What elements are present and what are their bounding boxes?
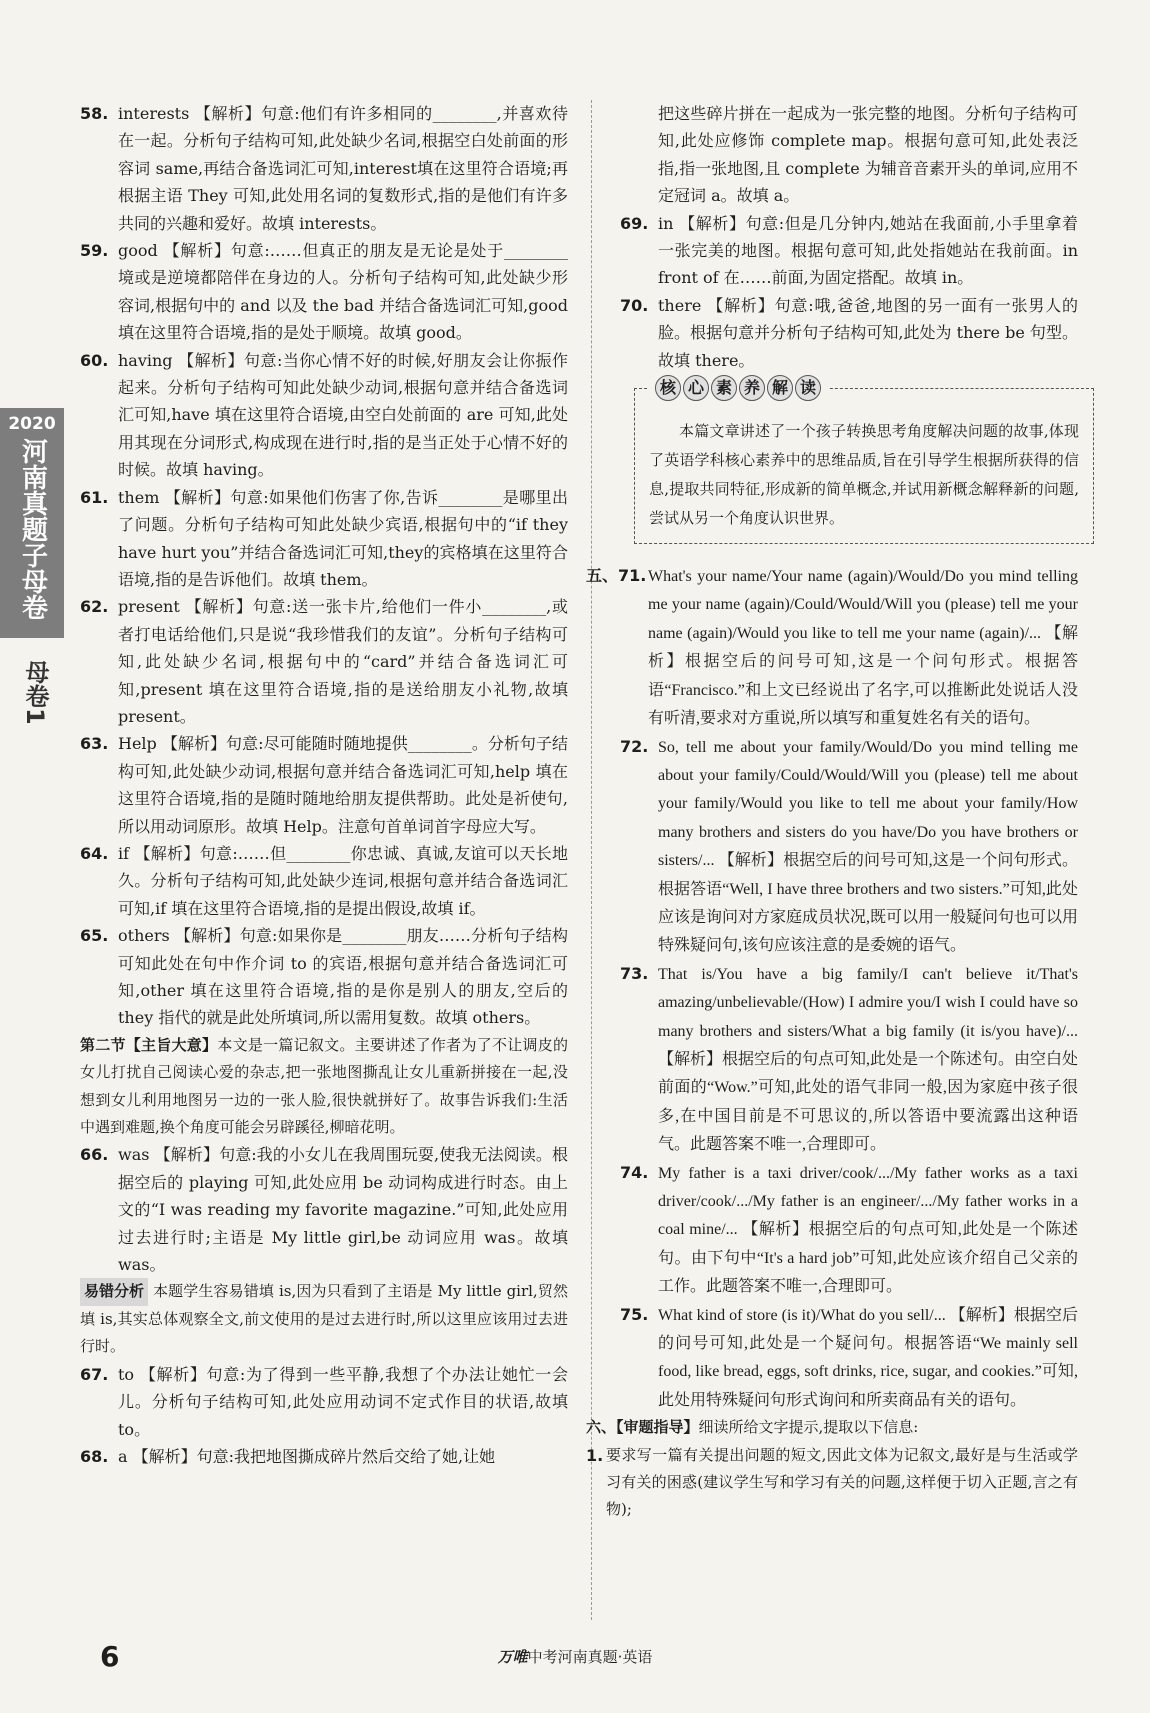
answer-item: 66. was 【解析】句意:我的小女儿在我周围玩耍,使我无法阅读。根据空后的 playing 可知,此处应用 be 动词构成进行时态。由上文的“I was reading my favorite magazine.”可知,此处应用过去进行时;主语是 My little girl,be 动词应用 was。故填 was。: [80, 1145, 568, 1275]
answer-item: 五、71. What's your name/Your name (again)/Would/Do you mind telling me your name (again)/Could/Would/Will you (please) tell me your name (again)/Would you like to tell me your name (again)/... 【解析】根据空后的问号可知,这是一个问句形式。根据答语“Francisco.”和上文已经说出了名字,可以推断此处说话人没有听清,要求对方重说,所以填写和重复姓名有关的语句。: [586, 566, 1078, 728]
answer-item: 67. to 【解析】句意:为了得到一些平静,我想了个办法让她忙一会儿。分析句子结构可知,此处应用动词不定式作目的状语,故填 to。: [80, 1364, 568, 1439]
answer-item: 60. having 【解析】句意:当你心情不好的时候,好朋友会让你振作起来。分析句子结构可知此处缺少动词,根据句意并结合备选词汇可知,have 填在这里符合语境,由空白处前面的 are 可知,此处用其现在分词形式,构成现在进行时,指的是当正处于心情不好的时候。故填 having。: [80, 350, 568, 480]
answer-item: 75. What kind of store (is it)/What do you sell/... 【解析】根据空后的问号可知,此处是一个疑问句。根据答语“We mainly sell food, like bread, eggs, soft drinks, rice, sugar, and cookies.”可知,此处用特殊疑问句形式询问和所卖商品有关的语句。: [620, 1304, 1078, 1409]
answer-item: 68. a 【解析】句意:我把地图撕成碎片然后交给了她,让她: [80, 1446, 496, 1466]
answer-item: 62. present 【解析】句意:送一张卡片,给他们一件小________,或者打电话给他们,只是说“我珍惜我们的友谊”。分析句子结构可知,此处缺少名词,根据句中的“card”并结合备选词汇可知,present 填在这里符合语境,指的是送给朋友小礼物,故填 present。: [80, 597, 568, 726]
side-tab: [0, 408, 64, 638]
core-literacy-text: 本篇文章讲述了一个孩子转换思考角度解决问题的故事,体现了英语学科核心素养中的思维品质,旨在引导学生根据所获得的信息,提取共同特征,形成新的简单概念,并试用新概念解释新的问题,尝试从另一个角度认识世界。: [649, 422, 1079, 528]
error-analysis-label: 易错分析: [80, 1278, 148, 1305]
answer-item: 74. My father is a taxi driver/cook/.../My father works as a taxi driver/cook/.../My father is an engineer/.../My father works in a coal mine/... 【解析】根据空后的句点可知,此处是一个陈述句。由下句中“It's a hard job”可知,此处应该介绍自己父亲的工作。此题答案不唯一,合理即可。: [620, 1162, 1078, 1296]
side-title: 河南真题子母卷: [17, 438, 48, 620]
footer: [0, 1640, 1150, 1680]
answer-item: 61. them 【解析】句意:如果他们伤害了你,告诉________是哪里出了问题。分析句子结构可知此处缺少宾语,根据句中的“if they have hurt you”并结合备选词汇可知,they的宾格填在这里符合语境,指的是告诉他们。故填 them。: [80, 487, 568, 589]
writing-guide: 六、【审题指导】细读所给文字提示,提取以下信息:: [586, 1418, 919, 1437]
answer-continuation: 把这些碎片拼在一起成为一张完整的地图。分析句子结构可知,此处应修饰 complete map。根据句意可知,此处表泛指,指一张地图,且 complete 为辅音音素开头的单词,应用不定冠词 a。故填 a。: [658, 104, 1078, 206]
column-divider: [591, 100, 592, 1620]
core-literacy-title: 核 心 素 养 解 读: [649, 373, 829, 402]
left-column: [80, 100, 568, 1470]
answer-item: 65. others 【解析】句意:如果你是________朋友……分析句子结构可知此处在句中作介词 to 的宾语,根据句意并结合备选词汇可知,other 填在这里符合语境,指的是你是别人的朋友,空后的 they 指代的就是此处所填词,所以需用复数。故填 others。: [80, 926, 568, 1028]
brand-logo: 万唯: [497, 1648, 528, 1666]
answer-item: 64. if 【解析】句意:……但________你忠诚、真诚,友谊可以天长地久。分析句子结构可知,此处缺少连词,根据句意并结合备选词汇可知,if 填在这里符合语境,指的是提出假设,故填 if。: [80, 843, 568, 918]
side-subtitle: 母卷1: [21, 660, 49, 725]
answer-item: 69. in 【解析】句意:但是几分钟内,她站在我面前,小手里拿着一张完美的地图。根据句意可知,此处指她站在我前面。in front of 在……前面,为固定搭配。故填 in。: [620, 213, 1078, 288]
error-analysis: 易错分析 本题学生容易错填 is,因为只看到了主语是 My little girl,贸然填 is,其实总体观察全文,前文使用的是过去进行时,所以这里应该用过去进行时。: [80, 1278, 568, 1360]
answer-item: 58. interests 【解析】句意:他们有许多相同的________,并喜欢待在一起。分析句子结构可知,此处缺少名词,根据空白处前面的形容词 same,再结合备选词汇可知,interest填在这里符合语境;再根据主语 They 可知,此处用名词的复数形式,指的是他们有许多共同的兴趣和爱好。故填 interests。: [80, 104, 568, 233]
answer-item: 73. That is/You have a big family/I can't believe it/That's amazing/unbelievable/(How) I admire you/I wish I could have so many brothers and sisters/What a big family (it is/you have)/... 【解析】根据空后的句点可知,此处是一个陈述句。由空白处前面的“Wow.”可知,此处的语气非同一般,因为家庭中孩子很多,在中国目前是不可思议的,所以答语中要流露出这种语气。此题答案不唯一,合理即可。: [620, 963, 1079, 1154]
answer-item: 72. So, tell me about your family/Would/Do you mind telling me about your family/Could/Would/Will you (please) tell me about your family/Would you like to tell me about your family/How many brothers and sisters do you have/Do you have brothers or sisters/... 【解析】根据空后的问号可知,这是一个问句形式。根据答语“Well, I have three brothers and two sisters.”可知,此处应该是询问对方家庭成员状况,既可以用一般疑问句也可以用特殊疑问句,该句应该注意的是委婉的语气。: [620, 736, 1079, 955]
answer-item: 70. there 【解析】句意:哦,爸爸,地图的另一面有一张男人的脸。根据句意并分析句子结构可知,此处为 there be 句型。故填 there。: [620, 295, 1078, 370]
page-number: 6: [100, 1640, 120, 1673]
right-column: [586, 100, 1079, 1524]
section-summary: 第二节【主旨大意】本文是一篇记叙文。主要讲述了作者为了不让调皮的女儿打扰自己阅读心爱的杂志,把一张地图撕乱让女儿重新拼接在一起,没想到女儿利用地图另一边的一张人脸,很快就拼好了。故事告诉我们:生活中遇到难题,换个角度可能会另辟蹊径,柳暗花明。: [80, 1035, 568, 1137]
footer-title: 万唯中考河南真题·英语: [497, 1648, 653, 1666]
answer-item: 63. Help 【解析】句意:尽可能随时随地提供________。分析句子结构可知,此处缺少动词,根据句意并结合备选词汇可知,help 填在这里符合语境,指的是随时随地给朋友提供帮助。此处是祈使句,所以用动词原形。故填 Help。注意句首单词首字母应大写。: [80, 734, 568, 836]
side-year: 2020: [8, 414, 56, 434]
core-literacy-box: [634, 378, 1094, 544]
writing-guide-item: 1. 要求写一篇有关提出问题的短文,因此文体为记叙文,最好是与生活或学习有关的困惑(建议学生写和学习有关的问题,这样便于切入正题,言之有物);: [586, 1445, 1078, 1519]
answer-item: 59. good 【解析】句意:……但真正的朋友是无论是处于________境或是逆境都陪伴在身边的人。分析句子结构可知,此处缺少形容词,根据句中的 and 以及 the bad 并结合备选词汇可知,good 填在这里符合语境,指的是处于顺境。故填 good。: [80, 241, 568, 343]
